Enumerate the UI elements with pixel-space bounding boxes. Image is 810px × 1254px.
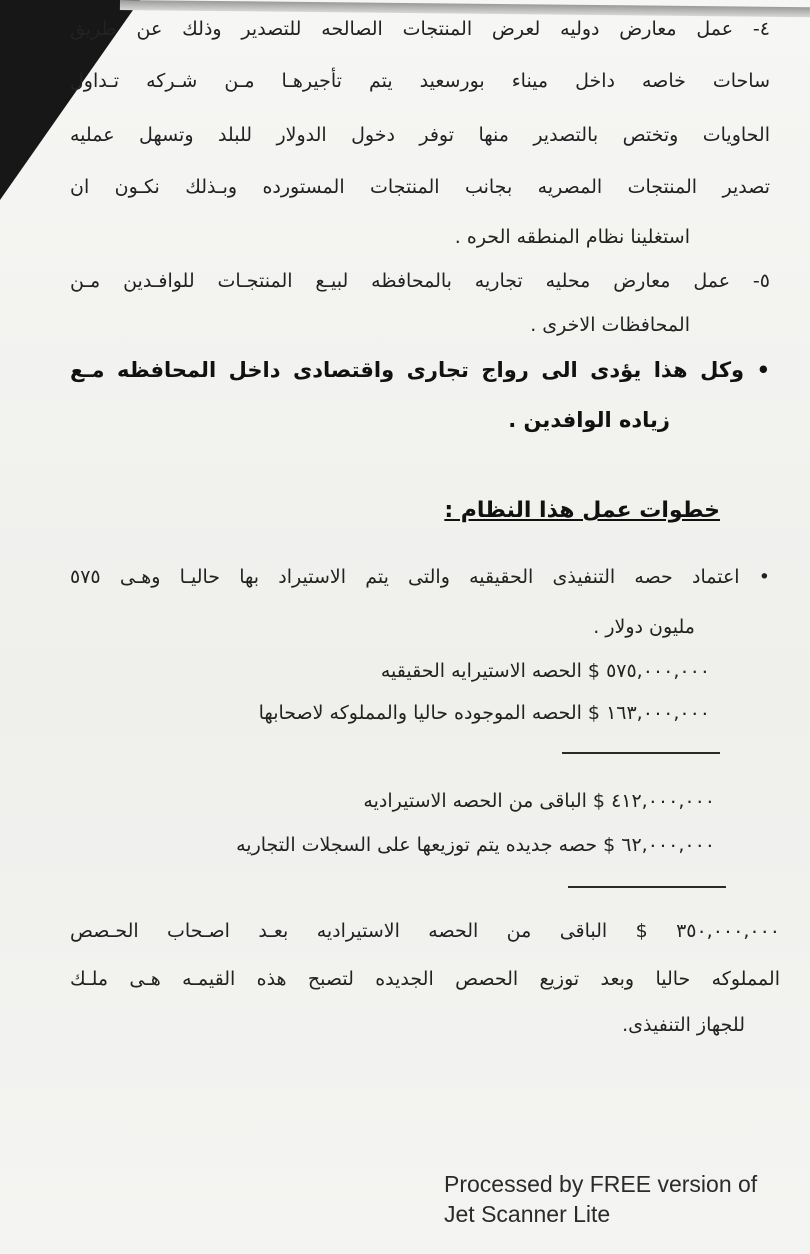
- paragraph-line-2: ساحات خاصه داخل ميناء بورسعيد يتم تأجيرهـا مـن شـركه تـداول: [70, 70, 770, 92]
- step-line-2: مليون دولار .: [593, 616, 695, 638]
- bullet-line-summary-cont: زياده الوافدين .: [508, 408, 670, 432]
- calc-line-existing: ١٦٣,٠٠٠,٠٠٠ $ الحصه الموجوده حاليا والمملوكه لاصحابها: [258, 702, 710, 724]
- watermark-line-1: Processed by FREE version of: [444, 1171, 758, 1197]
- scan-top-edge: [120, 0, 810, 17]
- paragraph-line-3: الحاويات وتختص بالتصدير منها توفر دخول الدولار للبلد وتسهل عمليه: [70, 124, 770, 146]
- calc-line-remaining: ٤١٢,٠٠٠,٠٠٠ $ الباقى من الحصه الاستيراديه: [363, 790, 715, 812]
- calc-divider-2: [568, 886, 726, 888]
- final-line-1: ٣٥٠,٠٠٠,٠٠٠ $ الباقى من الحصه الاستيراديه بعـد اصـحاب الحـصص: [70, 920, 780, 942]
- watermark-line-2: Jet Scanner Lite: [444, 1200, 611, 1227]
- bullet-line-summary: • وكل هذا يؤدى الى رواج تجارى واقتصادى داخل المحافظه مـع: [70, 358, 770, 382]
- calc-divider-1: [562, 752, 720, 754]
- paragraph-line-7: المحافظات الاخرى .: [530, 314, 690, 336]
- final-line-3: للجهاز التنفيذى.: [622, 1014, 745, 1036]
- calc-line-new-share: ٦٢,٠٠٠,٠٠٠ $ حصه جديده يتم توزيعها على السجلات التجاريه: [236, 834, 715, 856]
- step-line-1: • اعتماد حصه التنفيذى الحقيقيه والتى يتم الاستيراد بها حاليـا وهـى ٥٧٥: [70, 566, 770, 588]
- paragraph-line-6: ٥- عمل معارض محليه تجاريه بالمحافظه لبيـع المنتجـات للوافـدين مـن: [70, 270, 770, 292]
- paragraph-line-5: استغلينا نظام المنطقه الحره .: [454, 226, 690, 248]
- final-line-2: المملوكه حاليا وبعد توزيع الحصص الجديده لتصبح هذه القيمـه هـى ملـك: [70, 968, 780, 990]
- section-heading: خطوات عمل هذا النظام :: [444, 498, 720, 523]
- calc-line-total: ٥٧٥,٠٠٠,٠٠٠ $ الحصه الاستيرايه الحقيقيه: [380, 660, 710, 682]
- paragraph-line-4: تصدير المنتجات المصريه بجانب المنتجات المستورده وبـذلك نكـون ان: [70, 176, 770, 198]
- scanner-watermark: [444, 1170, 757, 1230]
- paragraph-line-1: ٤- عمل معارض دوليه لعرض المنتجات الصالحه للتصدير وذلك عن طريق: [70, 18, 770, 40]
